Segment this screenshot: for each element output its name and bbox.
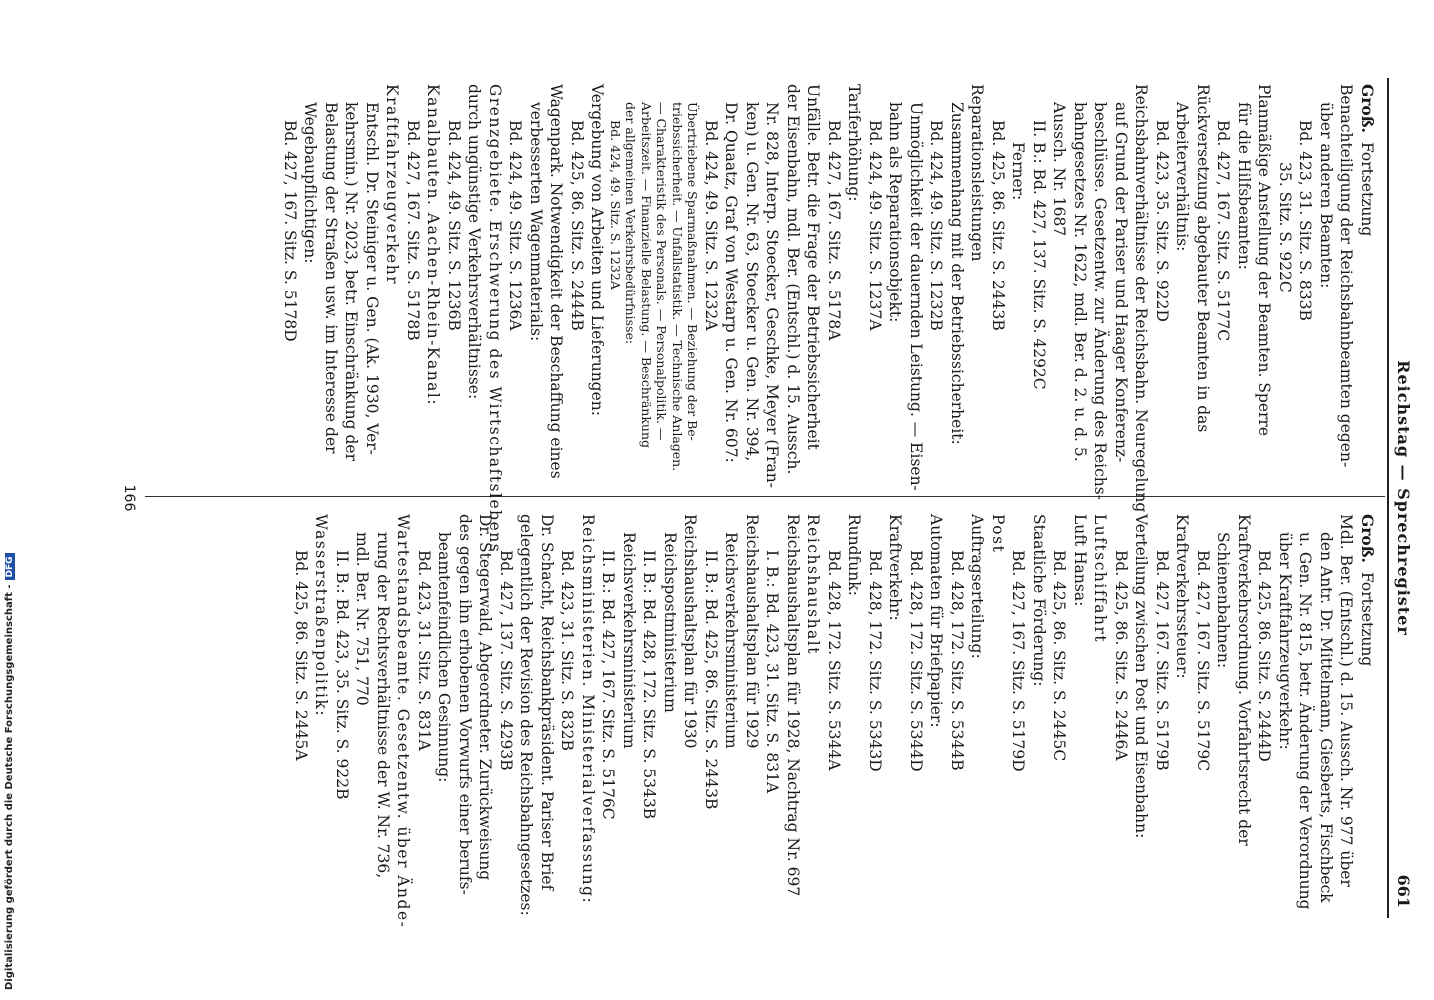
register-line-text: Reichsverkehrsministerium: [620, 532, 638, 749]
register-line: [701, 514, 722, 914]
register-line-text: verbesserten Wagenmaterials:: [527, 102, 545, 342]
register-line: [1275, 514, 1296, 914]
register-line: [783, 84, 804, 484]
register-line: [701, 84, 722, 484]
register-line: [865, 84, 886, 484]
register-line: [721, 84, 742, 484]
register-line: [1357, 514, 1378, 914]
register-line: [455, 514, 476, 914]
register-line-text: Reichsverkehrsministerium: [722, 532, 741, 749]
register-line-text: Automaten für Briefpapier:: [927, 514, 946, 728]
register-line: [844, 514, 865, 914]
register-line-text: Bd. 427, 167. Sitz. S. 5179D: [1009, 550, 1028, 772]
register-line-text: Bd. 425, 86. Sitz. S. 2445A: [292, 550, 310, 761]
register-line-text: Kraftfahrzeugverkehr: [383, 84, 402, 286]
register-line-text: Staatliche Förderung:: [1030, 514, 1048, 687]
register-line: [1111, 84, 1132, 484]
register-line-text: Wagenpark. Notwendigkeit der Beschaffung eines: [547, 84, 566, 479]
register-line: [1070, 514, 1091, 914]
register-line: [1008, 84, 1029, 484]
register-line-text: Grenzgebiete. Erschwerung des Wirtschaftslebens: [486, 84, 504, 554]
register-line-text: Rückversetzung abgebauter Beamten in das: [1194, 84, 1212, 433]
register-line-text: Arbeitszeit. — Finanzielle Belastung. — Beschränkung: [639, 102, 654, 449]
register-line-text: Bd. 428, 172. Sitz. S. 5344A: [825, 550, 843, 771]
register-line-text: mdl. Ber. Nr. 751, 770: [353, 532, 372, 706]
register-line: [382, 84, 403, 484]
register-line-text: Bd. 423, 35. Sitz. S. 922D: [1153, 120, 1171, 322]
register-line: [906, 514, 927, 914]
register-line: [1234, 514, 1255, 914]
register-line-text: Dr. Stegerwald, Abgeordneter. Zurückweisung: [476, 514, 495, 881]
register-line-text: I. B.: Bd. 423, 31. Sitz. S. 831A: [763, 550, 782, 794]
register-line: [393, 514, 414, 929]
register-line-text: des gegen ihn erhobenen Vorwurfs einer berufs-: [456, 514, 474, 895]
register-line-text: Bd. 427, 137. Sitz. S. 4293B: [497, 550, 515, 771]
register-line-text: II. B.: Bd. 425, 86. Sitz. S. 2443B: [702, 550, 720, 810]
register-line-text: Auftragserteilung:: [968, 514, 987, 659]
register-line-text: Mdl. Ber. (Entschl.) d. 15. Aussch. Nr. 977 über: [1337, 514, 1356, 887]
register-line-text: Post: [989, 514, 1007, 554]
register-line: [311, 514, 332, 914]
register-line-text: der Eisenbahn, mdl. Ber. (Entschl.) d. 15. Aussch.: [784, 84, 802, 475]
register-line: [300, 84, 321, 484]
register-line-text: Bd. 428, 172. Sitz. S. 5344B: [948, 550, 966, 771]
register-line: [1049, 84, 1070, 484]
register-line-text: ken) u. Gen. Nr. 63, Stoecker u. Gen. Nr. 394,: [743, 102, 761, 462]
register-line-text: Benachteiligung der Reichsbahnbeamten gegen-: [1337, 84, 1356, 468]
register-line: [762, 84, 783, 488]
register-line: [1213, 84, 1234, 484]
register-line-text: Arbeiterverhältnis:: [1173, 102, 1192, 252]
register-line: [1357, 84, 1378, 484]
register-line: [362, 84, 383, 484]
entry-keyword: Groß.: [1358, 514, 1377, 563]
register-line: [926, 514, 947, 914]
register-line-text: Wasserstraßenpolitik:: [312, 514, 331, 718]
register-line-text: Reichspostministerium: [661, 532, 679, 713]
register-line-text: gelegentlich der Revision des Reichsbahngesetzes:: [517, 514, 536, 916]
register-line-text: Bd. 427, 167. Sitz. S. 5179C: [1194, 550, 1212, 772]
register-line: [1316, 84, 1337, 484]
register-line-text: Bd. 424, 49. Sitz. S. 1232A: [608, 120, 623, 290]
register-line: [1070, 84, 1091, 484]
register-line-text: Bd. 425, 86. Sitz. S. 2443B: [989, 120, 1007, 331]
register-line-text: Bd. 427, 167. Sitz. S. 5178B: [404, 120, 422, 341]
register-line: [280, 84, 301, 484]
register-line: [906, 84, 927, 491]
footer-text: Digitalisierung gefördert durch die Deutsche Forschungsgemeinschaft -: [4, 584, 15, 990]
register-line: [885, 84, 906, 484]
register-line: [373, 514, 394, 914]
register-line-text: Übertriebene Sparmaßnahmen. — Beziehung der Be-: [685, 102, 701, 441]
register-line-text: — Charakteristik des Personals. — Personalpolitik. —: [654, 102, 670, 441]
register-line-text: Bd. 428, 172. Sitz. S. 5343D: [866, 550, 884, 772]
register-line: [1131, 84, 1152, 513]
register-line: [537, 514, 558, 914]
register-line-text: für die Hilfsbeamten:: [1235, 102, 1253, 270]
register-line: [1152, 514, 1173, 914]
register-line: [1090, 84, 1111, 500]
register-line-text: Ferner:: [1009, 142, 1028, 201]
register-line: [546, 84, 567, 484]
register-line: [865, 514, 886, 914]
register-line: [639, 84, 655, 484]
register-line: [885, 514, 906, 914]
register-line: [1111, 514, 1132, 914]
register-line: [1029, 84, 1050, 484]
register-line-text: Bd. 423, 31. Sitz. S. 833B: [1296, 120, 1315, 321]
dfg-logo-icon: DFG: [5, 553, 15, 580]
register-line-text: Fortsetzung: [1358, 142, 1376, 237]
register-line-text: Reichshaushalt: [804, 514, 823, 655]
register-line: [567, 84, 588, 484]
register-line-text: u. Gen. Nr. 815, betr. Änderung der Verordnung: [1296, 532, 1315, 910]
register-line: [654, 84, 670, 484]
bottom-page-number: 166: [121, 484, 137, 512]
register-line: [1131, 514, 1152, 914]
register-line-text: Reichshaushaltsplan für 1930: [681, 514, 700, 749]
register-line-text: II. B.: Bd. 423, 35. Sitz. S. 922B: [333, 550, 351, 800]
register-line: [824, 84, 845, 484]
register-line-text: kehrsmin.) Nr. 2023, betr. Einschränkung der: [342, 102, 361, 461]
right-column: [291, 514, 1378, 929]
register-line-text: Bd. 427, 167. Sitz. S. 5178D: [281, 120, 299, 342]
register-line: [762, 514, 783, 914]
register-line: [1316, 514, 1337, 914]
register-line: [742, 84, 763, 484]
register-line-text: Unmöglichkeit der dauernden Leistung. — Eisen-: [907, 102, 925, 491]
register-line-text: bahngesetzes Nr. 1622, mdl. Ber. d. 2. u. d. 5.: [1071, 102, 1089, 462]
register-line-text: der allgemeinen Verkehrsbedürfnisse:: [623, 102, 639, 345]
register-line-text: Wegebaupflichtigen:: [301, 102, 320, 264]
register-line: [1090, 514, 1111, 914]
register-line-text: II. B.: Bd. 427, 167. Sitz. S. 5176C: [599, 550, 618, 820]
register-line: [1295, 84, 1316, 484]
register-line-text: Bd. 424, 49. Sitz. S. 1232B: [927, 120, 946, 331]
digitization-footer: [4, 556, 20, 990]
register-line-text: II. B.: Bd. 427, 137. Sitz. S. 4292C: [1030, 120, 1048, 390]
register-line-text: Bd. 425, 86. Sitz. S. 2444B: [568, 120, 586, 331]
register-line-text: Dr. Schacht, Reichsbankpräsident. Pariser Brief: [538, 514, 556, 891]
register-line-text: Vergebung von Arbeiten und Lieferungen:: [588, 84, 607, 416]
register-line: [423, 84, 444, 484]
register-line-text: Entschl. Dr. Steiniger u. Gen. (Ak. 1930, Ver-: [363, 102, 381, 455]
register-line: [967, 514, 988, 914]
register-line-text: Reichshaushaltsplan für 1929: [743, 514, 761, 749]
register-line: [742, 514, 763, 914]
register-line: [496, 514, 517, 914]
register-line: [947, 84, 968, 484]
register-line-text: Bd. 427, 167. Sitz. S. 5177C: [1214, 120, 1233, 342]
register-line-text: Kraftverkehrsordnung. Vorfahrtsrecht der: [1235, 514, 1253, 846]
register-line-text: Reichsministerien. Ministerialverfassung:: [579, 514, 597, 905]
register-line: [475, 514, 496, 914]
register-line: [1152, 84, 1173, 484]
register-line-text: Bd. 424, 49. Sitz. S. 1236A: [506, 120, 525, 331]
register-line-text: Belastung der Straßen usw. im Interesse der: [322, 102, 340, 454]
register-line: [1172, 84, 1193, 484]
register-line-text: Zusammenhang mit der Betriebssicherheit:: [948, 102, 966, 445]
register-line: [1029, 514, 1050, 914]
register-line-text: Verteilung zwischen Post und Eisenbahn:: [1132, 514, 1151, 839]
register-line-text: den Antr. Dr. Mittelmann, Giesberts, Fischbeck: [1317, 532, 1335, 903]
register-line: [587, 84, 608, 484]
register-line: [291, 514, 312, 914]
register-line-text: Bd. 425, 86. Sitz. S. 2446A: [1112, 550, 1130, 761]
register-line: [660, 514, 681, 914]
register-line-text: Bd. 423, 31. Sitz. S. 832B: [558, 550, 577, 751]
register-line-text: Fortsetzung: [1358, 572, 1376, 667]
register-line-text: Planmäßige Anstellung der Beamten. Sperre: [1255, 84, 1274, 437]
register-line: [1254, 514, 1275, 914]
register-line: [670, 84, 686, 484]
register-line-text: II. B.: Bd. 428, 172. Sitz. S. 5343B: [640, 550, 659, 820]
register-line: [1193, 514, 1214, 914]
running-head: [1389, 78, 1417, 918]
register-line: [1234, 84, 1255, 484]
register-line-text: durch ungünstige Verkehrsverhältnisse:: [465, 84, 484, 400]
register-line-text: 35. Sitz. S. 922C: [1276, 162, 1294, 293]
entry-keyword: Groß.: [1358, 84, 1377, 133]
register-line: [1295, 514, 1316, 914]
register-line: [988, 84, 1009, 484]
register-line: [598, 514, 619, 914]
register-line-text: Schienenbahnen:: [1214, 532, 1233, 669]
running-head-title: Reichstag — Sprechregister: [1394, 360, 1413, 636]
register-line-text: Luft Hansa:: [1071, 514, 1089, 607]
running-head-page-number: 661: [1394, 874, 1413, 908]
rotated-register-page: [121, 78, 1417, 929]
register-line-text: Dr. Quaatz, Graf von Westarp u. Gen. Nr. 607:: [722, 102, 741, 463]
register-line: [321, 84, 342, 484]
register-line: [526, 84, 547, 484]
register-line: [619, 514, 640, 914]
register-line-text: Nr. 828, Interp. Stoecker, Geschke, Meyer (Fran-: [763, 102, 782, 488]
register-line: [639, 514, 660, 914]
register-line-text: über Kraftfahrzeugverkehr:: [1276, 532, 1294, 750]
register-line: [464, 84, 485, 484]
register-line-text: Kanalbauten. Aachen-Rhein-Kanal:: [424, 84, 443, 407]
register-line: [578, 514, 599, 914]
register-line-text: Rundfunk:: [845, 514, 864, 596]
register-line: [1254, 84, 1275, 484]
register-line-text: Reichsbahnverhältnisse der Reichsbahn. Neuregelung: [1132, 84, 1151, 513]
register-line: [1049, 514, 1070, 914]
register-line: [1275, 84, 1296, 484]
register-line: [967, 84, 988, 484]
register-line-text: Bd. 424, 49. Sitz. S. 1237A: [866, 120, 884, 331]
register-line: [516, 514, 537, 914]
register-line: [444, 84, 465, 484]
register-line: [947, 514, 968, 914]
register-line-text: Bd. 425, 86. Sitz. S. 2444D: [1255, 550, 1274, 762]
register-line: [803, 84, 824, 484]
register-line: [1336, 84, 1357, 484]
register-line-text: Bd. 423, 31. Sitz. S. 831A: [415, 550, 433, 751]
register-line: [332, 514, 353, 914]
register-line: [608, 84, 624, 484]
column-divider: [145, 496, 1385, 497]
register-line-text: über anderen Beamten:: [1317, 102, 1335, 289]
register-line: [341, 84, 362, 484]
register-line: [414, 514, 435, 914]
register-line-text: beamtenfeindlichen Gesinnung:: [435, 532, 454, 783]
register-line-text: Wartestandsbeamte. Gesetzentw. über Ände-: [394, 514, 413, 929]
register-line: [1213, 514, 1234, 914]
register-line-text: Bd. 425, 86. Sitz. S. 2445C: [1050, 550, 1069, 762]
register-line: [352, 514, 373, 914]
register-line-text: Bd. 424, 49. Sitz. S. 1236B: [445, 120, 463, 331]
register-line: [1172, 514, 1193, 914]
register-line: [557, 514, 578, 914]
register-line: [685, 84, 701, 484]
register-line: [1193, 84, 1214, 484]
register-line: [485, 84, 506, 554]
register-line-text: Bd. 428, 172. Sitz. S. 5344D: [907, 550, 925, 772]
register-line-text: Aussch. Nr. 1687: [1050, 102, 1069, 237]
register-line: [844, 84, 865, 484]
register-line-text: Bd. 427, 167. Sitz. S. 5178A: [825, 120, 843, 341]
register-line-text: Bd. 427, 167. Sitz. S. 5179B: [1153, 550, 1171, 771]
register-line-text: Luftschiffahrt: [1091, 514, 1110, 644]
register-line: [1008, 514, 1029, 914]
register-line-text: beschlüsse. Gesetzentw. zur Änderung des Reichs-: [1091, 102, 1110, 500]
register-line-text: Tariferhöhung:: [845, 84, 864, 202]
register-line: [988, 514, 1009, 914]
register-line: [505, 84, 526, 484]
register-line: [926, 84, 947, 484]
register-line: [803, 514, 824, 914]
register-line-text: auf Grund der Pariser und Haager Konferenz-: [1112, 102, 1130, 463]
register-line: [783, 514, 804, 914]
register-line-text: Unfälle. Betr. die Frage der Betriebssicherheit: [804, 84, 823, 450]
register-line-text: Reichshaushaltsplan für 1928, Nachtrag Nr. 697: [784, 514, 802, 897]
head-rule: [1387, 78, 1389, 918]
register-line: [1336, 514, 1357, 914]
register-line-text: Reparationsleistungen: [968, 84, 987, 262]
register-line: [824, 514, 845, 914]
register-line-text: Kraftverkehrssteuer:: [1173, 514, 1192, 679]
register-line-text: triebssicherheit. — Unfallstatistik. — Technische Anlagen.: [670, 102, 685, 472]
register-line-text: bahn als Reparationsobjekt:: [886, 102, 905, 323]
register-line-text: Kraftverkehr:: [886, 514, 905, 621]
register-line: [680, 514, 701, 914]
register-line: [434, 514, 455, 914]
register-line-text: rung der Rechtsverhältnisse der W. Nr. 736,: [374, 532, 392, 879]
register-line: [721, 514, 742, 914]
register-line: [623, 84, 639, 484]
register-line: [403, 84, 424, 484]
register-line-text: Bd. 424, 49. Sitz. S. 1232A: [702, 120, 720, 331]
